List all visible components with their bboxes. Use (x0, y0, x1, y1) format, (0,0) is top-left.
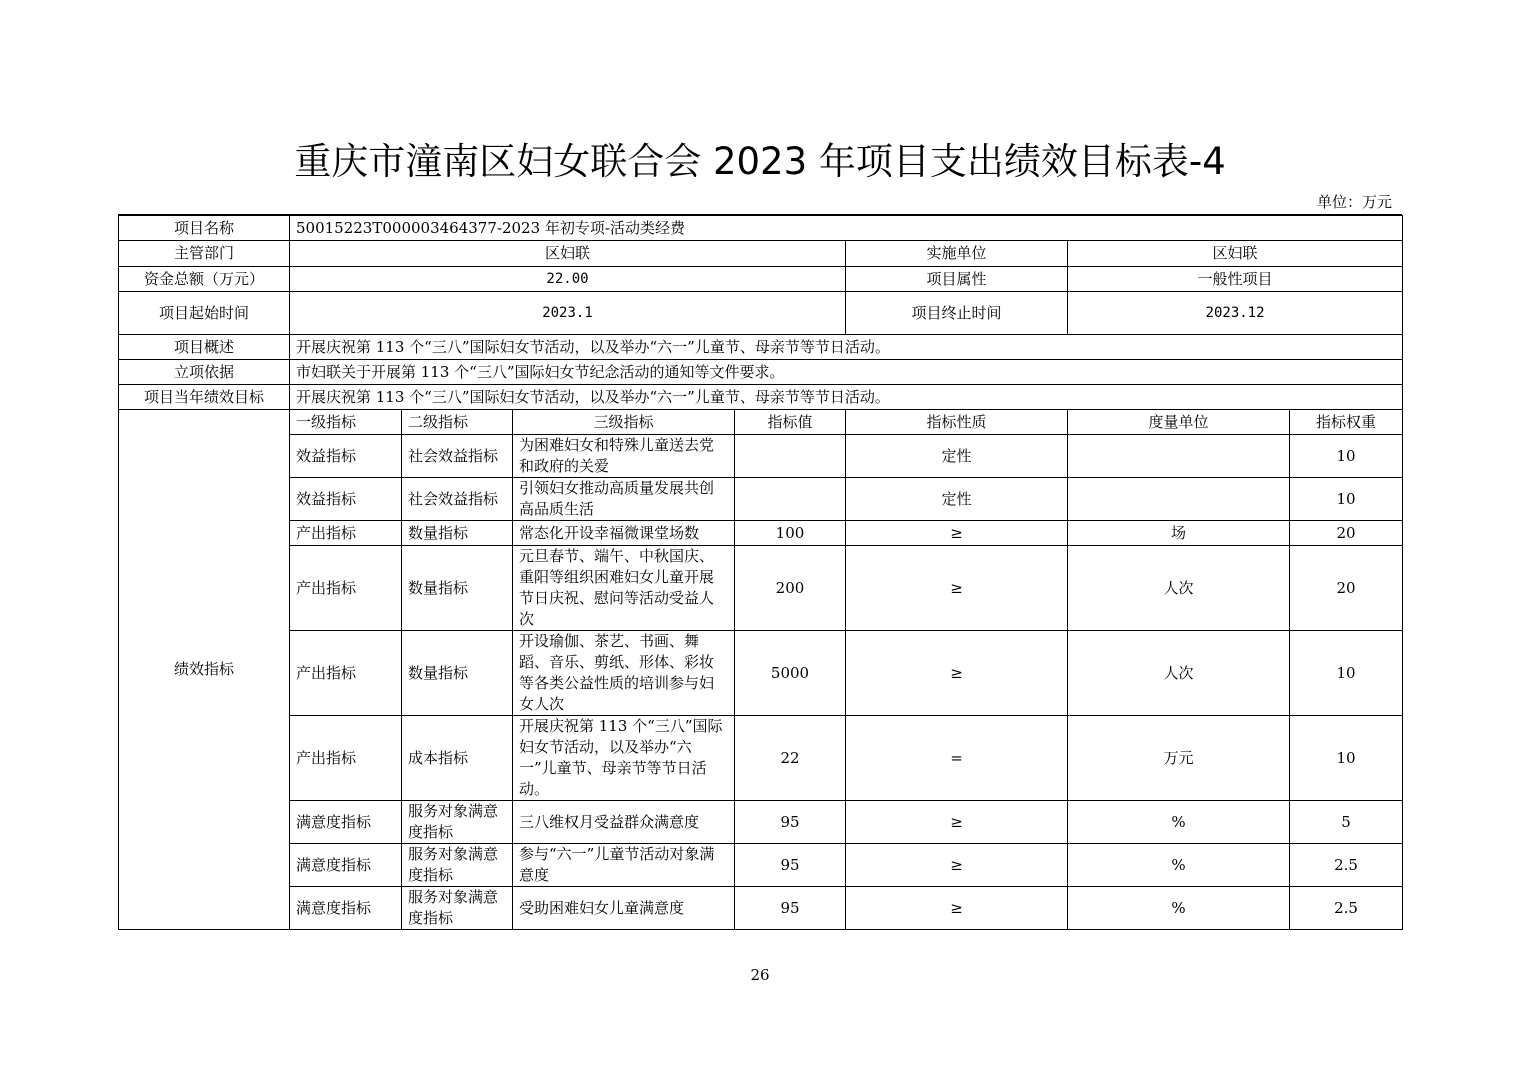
table-row (119, 435, 1403, 478)
indicator-level1: 满意度指标 (290, 887, 402, 930)
indicator-level1: 效益指标 (290, 435, 402, 478)
indicator-level2: 成本指标 (402, 716, 513, 801)
funds-label: 资金总额（万元） (119, 267, 290, 292)
indicator-level3: 常态化开设幸福微课堂场数 (513, 521, 735, 546)
indicator-nature: ≥ (846, 546, 1068, 631)
indicator-nature: ≥ (846, 801, 1068, 844)
indicator-level2: 数量指标 (402, 521, 513, 546)
page-number: 26 (750, 966, 770, 984)
impl-label: 实施单位 (846, 241, 1068, 267)
end-label: 项目终止时间 (846, 292, 1068, 335)
overview-label: 项目概述 (119, 335, 290, 360)
header-nature: 指标性质 (846, 410, 1068, 435)
indicator-header-row (119, 410, 1403, 435)
header-level1: 一级指标 (290, 410, 402, 435)
indicator-nature: ≥ (846, 887, 1068, 930)
indicator-level1: 满意度指标 (290, 801, 402, 844)
indicator-level1: 产出指标 (290, 716, 402, 801)
start-value: 2023.1 (290, 292, 846, 335)
indicator-unit (1068, 435, 1290, 478)
dept-value: 区妇联 (290, 241, 846, 267)
indicator-nature: 定性 (846, 478, 1068, 521)
indicator-level2: 数量指标 (402, 546, 513, 631)
header-level3: 三级指标 (513, 410, 735, 435)
table-row (119, 887, 1403, 930)
indicator-level1: 产出指标 (290, 546, 402, 631)
goal-label: 项目当年绩效目标 (119, 385, 290, 410)
basis-label: 立项依据 (119, 360, 290, 385)
indicator-weight: 10 (1290, 478, 1403, 521)
indicator-level1: 满意度指标 (290, 844, 402, 887)
row-project-name (119, 216, 1403, 241)
overview-value: 开展庆祝第 113 个“三八”国际妇女节活动，以及举办“六一”儿童节、母亲节等节日活动。 (290, 335, 1403, 360)
indicator-nature: 定性 (846, 435, 1068, 478)
header-unit: 度量单位 (1068, 410, 1290, 435)
indicator-weight: 10 (1290, 716, 1403, 801)
indicator-unit: 人次 (1068, 546, 1290, 631)
indicator-unit: 万元 (1068, 716, 1290, 801)
basis-value: 市妇联关于开展第 113 个“三八”国际妇女节纪念活动的通知等文件要求。 (290, 360, 1403, 385)
indicator-level3: 开设瑜伽、茶艺、书画、舞蹈、音乐、剪纸、形体、彩妆等各类公益性质的培训参与妇女人次 (513, 631, 735, 716)
table-row (119, 478, 1403, 521)
indicator-value: 22 (735, 716, 846, 801)
page-title: 重庆市潼南区妇女联合会 2023 年项目支出绩效目标表-4 (294, 140, 1226, 183)
indicator-value (735, 435, 846, 478)
start-label: 项目起始时间 (119, 292, 290, 335)
indicator-weight: 2.5 (1290, 887, 1403, 930)
indicator-value: 200 (735, 546, 846, 631)
row-funds (119, 267, 1403, 292)
indicator-value: 95 (735, 844, 846, 887)
goal-value: 开展庆祝第 113 个“三八”国际妇女节活动，以及举办“六一”儿童节、母亲节等节日活动。 (290, 385, 1403, 410)
indicator-level3: 元旦春节、端午、中秋国庆、重阳等组织困难妇女儿童开展节日庆祝、慰问等活动受益人次 (513, 546, 735, 631)
indicator-unit: % (1068, 801, 1290, 844)
row-goal (119, 385, 1403, 410)
table-row (119, 844, 1403, 887)
indicator-level3: 引领妇女推动高质量发展共创高品质生活 (513, 478, 735, 521)
indicator-nature: = (846, 716, 1068, 801)
indicator-unit: 人次 (1068, 631, 1290, 716)
attr-value: 一般性项目 (1068, 267, 1403, 292)
indicator-level3: 为困难妇女和特殊儿童送去党和政府的关爱 (513, 435, 735, 478)
row-basis (119, 360, 1403, 385)
unit-label: 单位：万元 (1316, 193, 1392, 211)
indicator-unit: % (1068, 887, 1290, 930)
impl-value: 区妇联 (1068, 241, 1403, 267)
project-name-value: 50015223T000003464377-2023 年初专项-活动类经费 (290, 216, 1403, 241)
indicator-level3: 受助困难妇女儿童满意度 (513, 887, 735, 930)
indicator-value: 5000 (735, 631, 846, 716)
indicator-level2: 社会效益指标 (402, 478, 513, 521)
indicator-weight: 10 (1290, 435, 1403, 478)
funds-value: 22.00 (290, 267, 846, 292)
dept-label: 主管部门 (119, 241, 290, 267)
indicator-level2: 社会效益指标 (402, 435, 513, 478)
attr-label: 项目属性 (846, 267, 1068, 292)
table-row (119, 521, 1403, 546)
indicator-value (735, 478, 846, 521)
indicator-nature: ≥ (846, 844, 1068, 887)
indicator-weight: 20 (1290, 521, 1403, 546)
table-row (119, 631, 1403, 716)
table-row (119, 546, 1403, 631)
indicator-section-label: 绩效指标 (119, 410, 290, 930)
header-value: 指标值 (735, 410, 846, 435)
indicator-level2: 服务对象满意度指标 (402, 844, 513, 887)
end-value: 2023.12 (1068, 292, 1403, 335)
indicator-weight: 20 (1290, 546, 1403, 631)
indicator-level1: 产出指标 (290, 631, 402, 716)
indicator-weight: 5 (1290, 801, 1403, 844)
indicator-unit: 场 (1068, 521, 1290, 546)
performance-target-table (118, 215, 1403, 930)
header-weight: 指标权重 (1290, 410, 1403, 435)
indicator-unit (1068, 478, 1290, 521)
indicator-unit: % (1068, 844, 1290, 887)
project-name-label: 项目名称 (119, 216, 290, 241)
indicator-nature: ≥ (846, 521, 1068, 546)
indicator-level3: 参与“六一”儿童节活动对象满意度 (513, 844, 735, 887)
indicator-value: 100 (735, 521, 846, 546)
indicator-weight: 10 (1290, 631, 1403, 716)
row-department (119, 241, 1403, 267)
indicator-value: 95 (735, 801, 846, 844)
indicator-level2: 服务对象满意度指标 (402, 801, 513, 844)
indicator-level2: 服务对象满意度指标 (402, 887, 513, 930)
indicator-level2: 数量指标 (402, 631, 513, 716)
header-level2: 二级指标 (402, 410, 513, 435)
indicator-nature: ≥ (846, 631, 1068, 716)
row-period (119, 292, 1403, 335)
table-row (119, 801, 1403, 844)
indicator-level1: 效益指标 (290, 478, 402, 521)
indicator-value: 95 (735, 887, 846, 930)
indicator-weight: 2.5 (1290, 844, 1403, 887)
table-row (119, 716, 1403, 801)
row-overview (119, 335, 1403, 360)
indicator-level1: 产出指标 (290, 521, 402, 546)
indicator-level3: 开展庆祝第 113 个“三八”国际妇女节活动，以及举办“六一”儿童节、母亲节等节日活动。 (513, 716, 735, 801)
indicator-level3: 三八维权月受益群众满意度 (513, 801, 735, 844)
